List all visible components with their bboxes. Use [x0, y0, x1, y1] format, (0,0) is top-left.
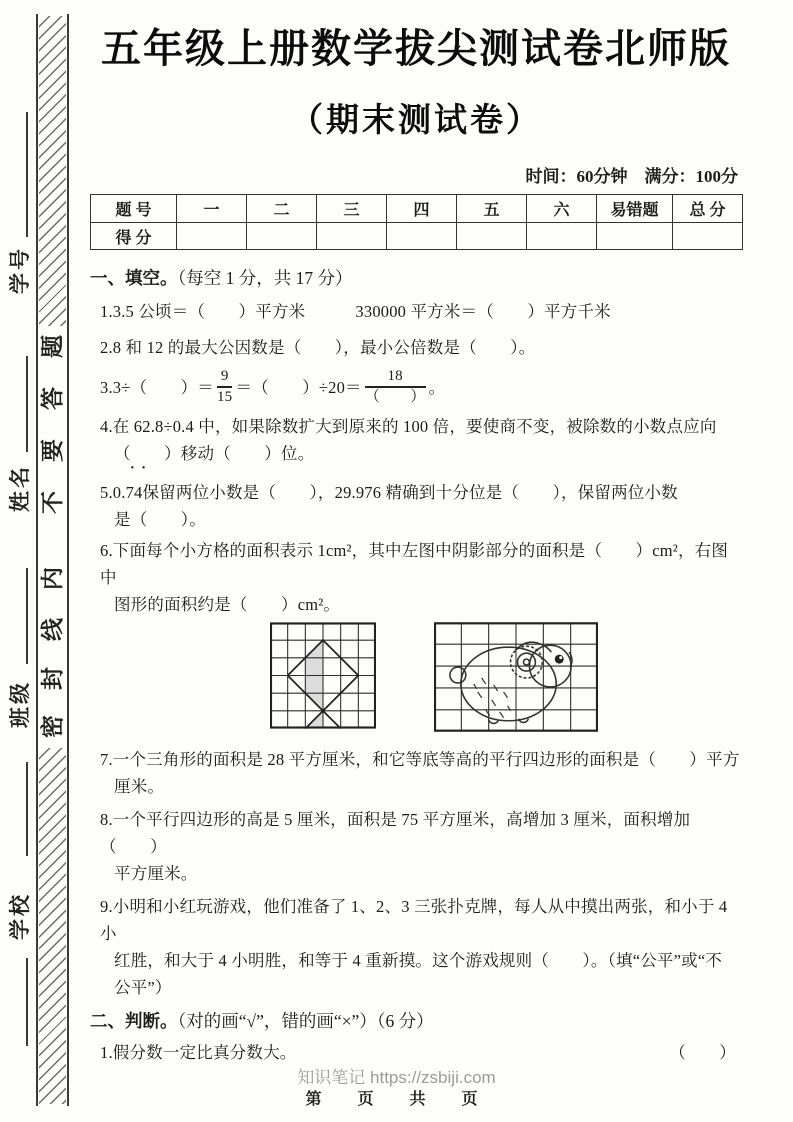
score-col-3: 三	[317, 195, 387, 223]
question-6-line2: 图形的面积约是（ ）cm²。	[114, 595, 341, 614]
score-table-header-label: 题 号	[91, 195, 177, 223]
fraction-denominator: （ ）	[364, 388, 426, 405]
question-5-prefix: 5.0.	[100, 483, 126, 502]
page-footer	[0, 1068, 793, 1109]
fraction-denominator: 15	[216, 388, 233, 405]
fraction-numerator: 18	[387, 368, 403, 385]
seal-line-right	[67, 14, 69, 1106]
score-col-2: 二	[247, 195, 317, 223]
section-two-heading-score: （对的画“√”，错的画“×”）（6 分）	[177, 1011, 434, 1031]
section-two-heading	[90, 1009, 742, 1033]
seal-char: 题	[40, 335, 65, 358]
question-2: 2.8 和 12 的最大公因数是（ ），最小公倍数是（ ）。	[100, 338, 536, 357]
seal-line-left	[36, 14, 38, 1106]
question-8-line2: 平方厘米。	[114, 864, 198, 883]
question-1: 1.3.5 公顷＝（ ）平方米 330000 平方米＝（ ）平方千米	[100, 302, 611, 321]
page-number-label: 第 页 共 页	[305, 1091, 488, 1108]
question-3-prefix: 3.3÷（ ）＝	[100, 377, 214, 397]
seal-field-underline	[26, 356, 28, 452]
subtitle: （期末测试卷）	[290, 101, 542, 138]
repeating-decimal	[125, 464, 153, 506]
section-one-heading-score: （每空 1 分，共 17 分）	[177, 268, 353, 288]
question-9-line2: 红胜，和大于 4 小明胜，和等于 4 重新摸。这个游戏规则（ ）。（填“公平”或“不	[114, 951, 723, 970]
question-5-line2: 是（ ）。	[114, 510, 206, 529]
ram-drawing	[450, 642, 572, 723]
seal-field-underline	[26, 762, 28, 856]
section-two-heading-title: 二、判断。	[90, 1011, 178, 1031]
seal-field-underline	[26, 568, 28, 664]
page-title: 五年级上册数学拔尖测试卷北师版	[101, 27, 731, 71]
score-col-6: 六	[527, 195, 597, 223]
question-4-line1: 4.在 62.8÷0.4 中，如果除数扩大到原来的 100 倍，要使商不变，被除数的小数点应向	[100, 417, 717, 436]
watermark-link: 知识笔记 https://zsbiji.com	[297, 1068, 496, 1087]
student-id-field-label: 学号	[8, 246, 32, 294]
score-col-1: 一	[177, 195, 247, 223]
repeating-digits: 74	[125, 483, 143, 502]
section-one-heading	[90, 266, 742, 290]
seal-char: 内	[40, 567, 65, 590]
score-cell	[317, 223, 387, 250]
judge-question-1-answer-blank: （ ）	[669, 1043, 736, 1062]
question-9-line1: 9.小明和小红玩游戏，他们准备了 1、2、3 三张扑克牌，每人从中摸出两张，和小于 4 小	[100, 897, 728, 943]
time-info: 时间：60分钟 满分：100分	[525, 167, 738, 186]
score-cell	[177, 223, 247, 250]
paper-content	[90, 0, 742, 1066]
fraction-18-blank	[365, 368, 426, 406]
question-6-line1: 6.下面每个小方格的面积表示 1cm²，其中左图中阴影部分的面积是（ ）cm²，右图中	[100, 541, 729, 587]
name-field-label: 姓名	[8, 464, 32, 512]
fraction-9-15	[217, 368, 232, 406]
score-cell	[387, 223, 457, 250]
seal-field-underline	[26, 112, 28, 237]
score-cell	[527, 223, 597, 250]
repeating-dots: ˙˙	[129, 464, 153, 481]
question-7-line2: 厘米。	[114, 777, 165, 796]
question-5-line1	[100, 464, 742, 506]
question-3-period: 。	[428, 377, 446, 397]
question-5-rest: 保留两位小数是（ ），29.976 精确到十分位是（ ），保留两位小数	[142, 483, 678, 502]
fraction-bar	[217, 386, 232, 388]
score-table-header-row	[91, 195, 743, 223]
seal-char: 答	[40, 387, 65, 410]
score-cell	[673, 223, 743, 250]
question-6-figures	[90, 622, 742, 734]
score-col-error-prone: 易错题	[597, 195, 673, 223]
seal-char: 封	[40, 667, 65, 690]
judge-question-1	[100, 1039, 742, 1066]
score-col-5: 五	[457, 195, 527, 223]
question-7-line1: 7.一个三角形的面积是 28 平方厘米，和它等底等高的平行四边形的面积是（ ）平方	[100, 750, 740, 769]
ram-grid-figure	[434, 622, 598, 732]
seal-field-underline	[26, 958, 28, 1046]
seal-hatch-top	[39, 16, 66, 326]
score-row-label: 得 分	[91, 223, 177, 250]
score-table	[90, 194, 743, 250]
seal-char: 密	[40, 715, 65, 738]
question-3	[100, 365, 742, 409]
seal-hatch-bottom	[39, 748, 66, 1104]
class-field-label: 班级	[8, 680, 32, 728]
score-cell	[457, 223, 527, 250]
judge-question-1-text: 1.假分数一定比真分数大。	[100, 1043, 297, 1062]
fraction-numerator: 9	[220, 368, 229, 385]
score-table-score-row	[91, 223, 743, 250]
question-8-line1: 8.一个平行四边形的高是 5 厘米，面积是 75 平方厘米，高增加 3 厘米，面积增加（ ）	[100, 810, 691, 856]
section-one-heading-title: 一、填空。	[90, 268, 178, 288]
score-col-4: 四	[387, 195, 457, 223]
seal-char: 线	[40, 618, 65, 641]
seal-char: 要	[40, 439, 65, 462]
question-4-line2: （ ）移动（ ）位。	[114, 444, 315, 463]
school-field-label: 学校	[8, 892, 32, 940]
score-col-total: 总 分	[673, 195, 743, 223]
question-3-middle: ＝（ ）÷20＝	[235, 377, 362, 397]
question-9-line3: 公平”）	[114, 978, 172, 997]
score-cell	[247, 223, 317, 250]
seal-char: 不	[40, 491, 65, 514]
fraction-bar	[365, 386, 426, 388]
score-cell	[597, 223, 673, 250]
shaded-diamond-grid-figure	[270, 622, 376, 729]
